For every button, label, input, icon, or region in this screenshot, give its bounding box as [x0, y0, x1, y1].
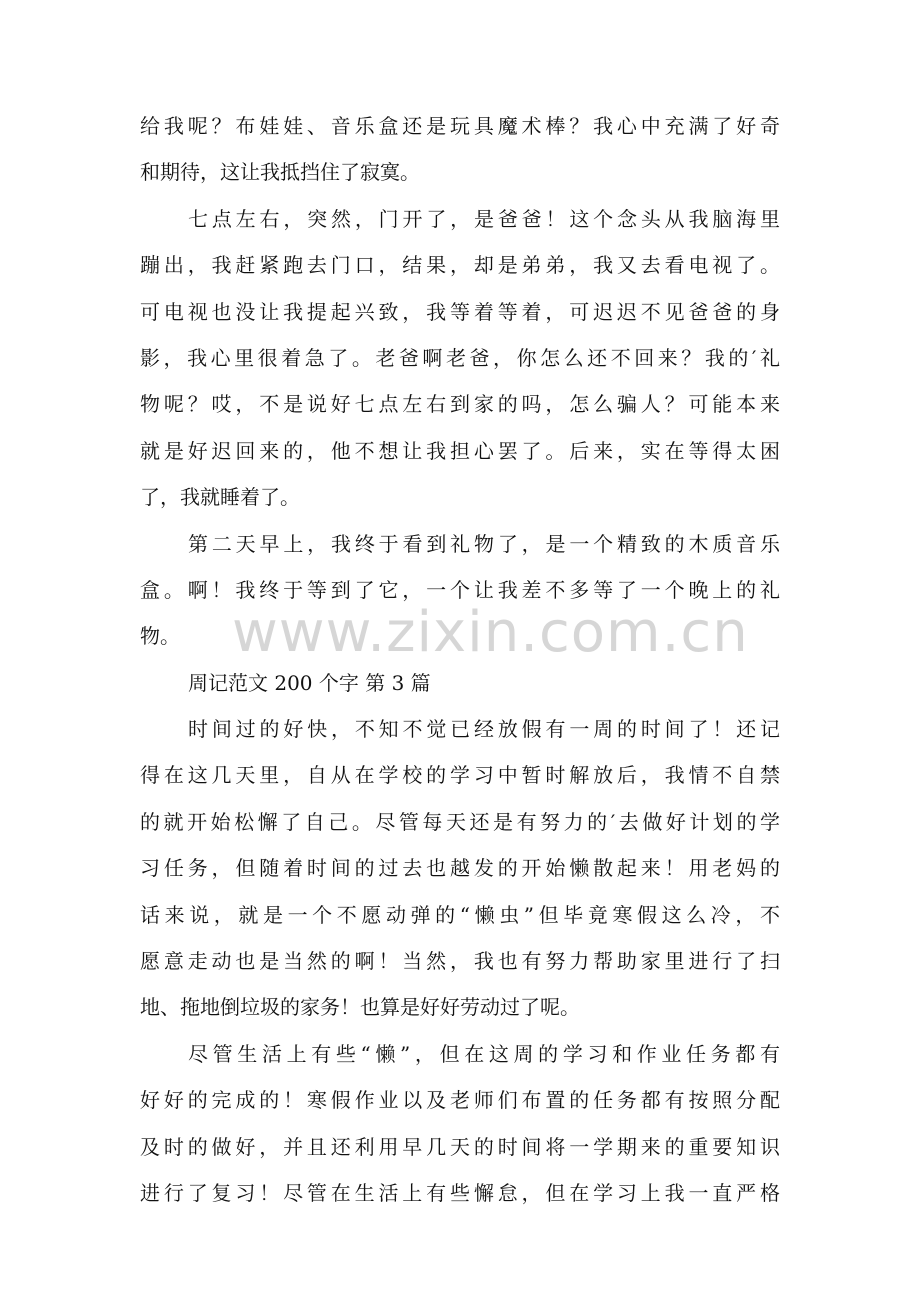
text-line: 习任务，但随着时间的过去也越发的开始懒散起来！用老妈的	[140, 856, 780, 881]
text-line: 及时的做好，并且还利用早几天的时间将一学期来的重要知识	[140, 1134, 780, 1159]
text-line: 就是好迟回来的，他不想让我担心罢了。后来，实在等得太困	[140, 438, 780, 463]
text-line: 可电视也没让我提起兴致，我等着等着，可迟迟不见爸爸的身	[140, 299, 780, 324]
text-line: 和期待，这让我抵挡住了寂寞。	[140, 160, 420, 185]
document-body	[140, 103, 780, 1216]
text-line: 给我呢？布娃娃、音乐盒还是玩具魔术棒？我心中充满了好奇	[140, 114, 780, 138]
paragraph-first-line: 七点左右，突然，门开了，是爸爸！这个念头从我脑海里	[188, 206, 780, 231]
text-line: 物。	[140, 624, 180, 649]
text-line: 愿意走动也是当然的啊！当然，我也有努力帮助家里进行了扫	[140, 949, 780, 974]
section-heading: 周记范文 200 个字 第 3 篇	[188, 670, 431, 695]
paragraph-first-line: 时间过的好快，不知不觉已经放假有一周的时间了！还记	[188, 717, 780, 742]
text-line: 的就开始松懈了自己。尽管每天还是有努力的′去做好计划的学	[140, 809, 780, 834]
text-line: 进行了复习！尽管在生活上有些懈怠，但在学习上我一直严格	[140, 1180, 780, 1205]
watermark: www.zixin.com.cn	[232, 600, 749, 665]
text-line: 好好的完成的！寒假作业以及老师们布置的任务都有按照分配	[140, 1088, 780, 1113]
text-line: 盒。啊！我终于等到了它，一个让我差不多等了一个晚上的礼	[140, 577, 780, 602]
text-line: 了，我就睡着了。	[140, 485, 300, 510]
text-line: 蹦出，我赶紧跑去门口，结果，却是弟弟，我又去看电视了。	[140, 253, 780, 278]
text-line: 物呢？哎，不是说好七点左右到家的吗，怎么骗人？可能本来	[140, 392, 780, 417]
paragraph-first-line: 第二天早上，我终于看到礼物了，是一个精致的木质音乐	[188, 531, 780, 556]
text-line: 地、拖地倒垃圾的家务！也算是好好劳动过了呢。	[140, 995, 580, 1020]
paragraph-first-line: 尽管生活上有些“懒”，但在这周的学习和作业任务都有	[188, 1041, 780, 1066]
text-line: 影，我心里很着急了。老爸啊老爸，你怎么还不回来？我的′礼	[140, 345, 780, 370]
text-line: 得在这几天里，自从在学校的学习中暂时解放后，我情不自禁	[140, 763, 780, 788]
text-line: 话来说，就是一个不愿动弹的“懒虫”但毕竟寒假这么冷，不	[140, 902, 780, 927]
